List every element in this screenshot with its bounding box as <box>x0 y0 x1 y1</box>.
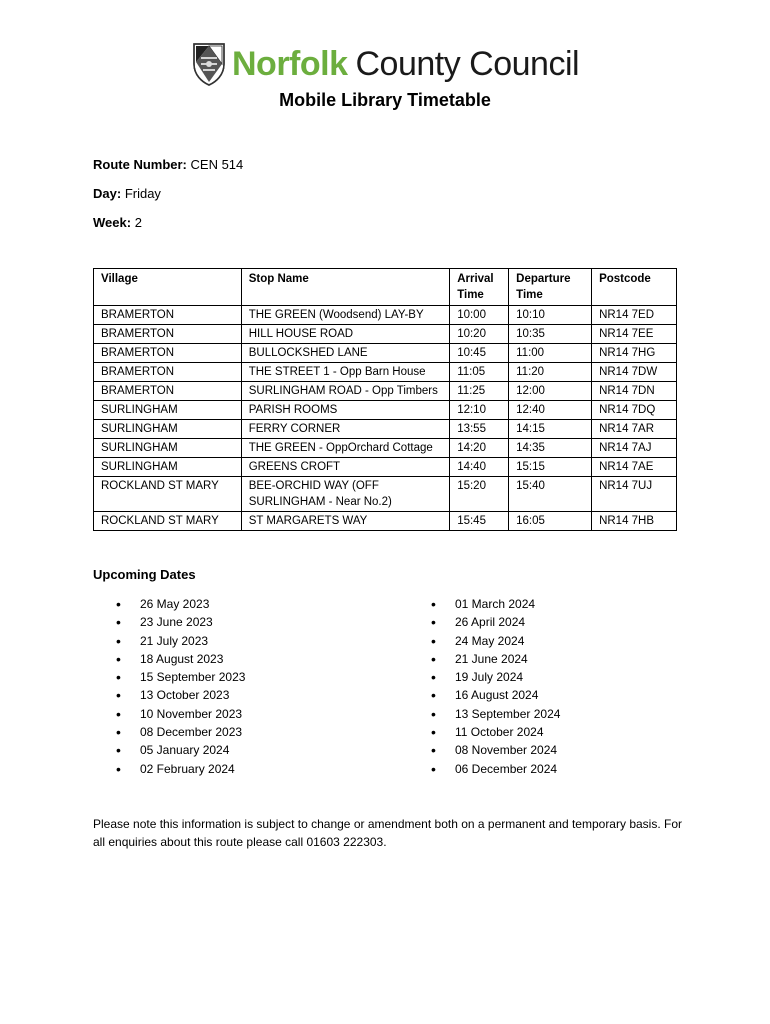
cell-postcode: NR14 7UJ <box>592 477 677 512</box>
route-day-value: Friday <box>124 186 161 201</box>
route-number <box>93 157 243 172</box>
header-postcode: Postcode <box>592 269 677 306</box>
cell-stop-name: THE GREEN - OppOrchard Cottage <box>241 439 449 458</box>
cell-departure-time: 14:15 <box>509 420 592 439</box>
date-list-item: • 11 October 2024 <box>431 723 560 741</box>
page-title: Mobile Library Timetable <box>279 90 491 110</box>
date-list-item: • 13 September 2024 <box>431 705 560 723</box>
cell-village: SURLINGHAM <box>94 420 242 439</box>
cell-departure-time: 11:20 <box>509 363 592 382</box>
cell-postcode: NR14 7DW <box>592 363 677 382</box>
cell-stop-name: THE STREET 1 - Opp Barn House <box>241 363 449 382</box>
table-row <box>94 401 677 420</box>
cell-postcode: NR14 7AE <box>592 458 677 477</box>
disclaimer-note: Please note this information is subject to change or amendment both on a permanent and temporary basis. For all enquiries about this route please call 01603 222303. <box>93 817 682 849</box>
cell-stop-name: THE GREEN (Woodsend) LAY-BY <box>241 306 449 325</box>
date-list-item: • 26 April 2024 <box>431 613 560 631</box>
date-list-item: • 01 March 2024 <box>431 595 560 613</box>
header-village: Village <box>94 269 242 306</box>
date-list-item: • 15 September 2023 <box>116 668 245 686</box>
cell-arrival-time: 10:00 <box>450 306 509 325</box>
cell-village: ROCKLAND ST MARY <box>94 512 242 531</box>
table-row <box>94 325 677 344</box>
header-stop-name: Stop Name <box>241 269 449 306</box>
table-row <box>94 458 677 477</box>
upcoming-dates-left-list <box>116 595 245 778</box>
date-list-item: • 05 January 2024 <box>116 741 245 759</box>
cell-departure-time: 12:40 <box>509 401 592 420</box>
date-list-item: • 10 November 2023 <box>116 705 245 723</box>
date-list-item: • 06 December 2024 <box>431 760 560 778</box>
table-row <box>94 512 677 531</box>
table-row <box>94 344 677 363</box>
table-row <box>94 420 677 439</box>
cell-postcode: NR14 7DN <box>592 382 677 401</box>
cell-departure-time: 11:00 <box>509 344 592 363</box>
cell-postcode: NR14 7ED <box>592 306 677 325</box>
council-crest-icon <box>192 42 226 86</box>
table-body <box>94 306 677 531</box>
cell-village: ROCKLAND ST MARY <box>94 477 242 512</box>
cell-village: BRAMERTON <box>94 363 242 382</box>
cell-arrival-time: 13:55 <box>450 420 509 439</box>
council-name <box>232 42 579 86</box>
route-day <box>93 186 161 201</box>
table-row <box>94 363 677 382</box>
date-list-item: • 13 October 2023 <box>116 686 245 704</box>
cell-village: BRAMERTON <box>94 306 242 325</box>
cell-arrival-time: 15:20 <box>450 477 509 512</box>
header-arrival-time: Arrival Time <box>450 269 509 306</box>
route-day-label: Day: <box>93 186 122 201</box>
header-departure-time: Departure Time <box>509 269 592 306</box>
cell-departure-time: 12:00 <box>509 382 592 401</box>
cell-arrival-time: 10:20 <box>450 325 509 344</box>
route-week <box>93 215 142 230</box>
date-list-item: • 16 August 2024 <box>431 686 560 704</box>
cell-departure-time: 16:05 <box>509 512 592 531</box>
timetable-table <box>93 268 677 531</box>
council-name-rest: County Council <box>355 45 580 83</box>
cell-stop-name: HILL HOUSE ROAD <box>241 325 449 344</box>
cell-postcode: NR14 7AJ <box>592 439 677 458</box>
cell-stop-name: BULLOCKSHED LANE <box>241 344 449 363</box>
council-logo <box>192 40 579 88</box>
cell-arrival-time: 15:45 <box>450 512 509 531</box>
table-header-row <box>94 269 677 306</box>
date-list-item: • 24 May 2024 <box>431 632 560 650</box>
cell-postcode: NR14 7EE <box>592 325 677 344</box>
cell-stop-name: PARISH ROOMS <box>241 401 449 420</box>
cell-village: BRAMERTON <box>94 382 242 401</box>
date-list-item: • 18 August 2023 <box>116 650 245 668</box>
cell-village: SURLINGHAM <box>94 439 242 458</box>
date-list-item: • 02 February 2024 <box>116 760 245 778</box>
date-list-item: • 26 May 2023 <box>116 595 245 613</box>
upcoming-dates-title: Upcoming Dates <box>93 567 196 582</box>
cell-departure-time: 15:40 <box>509 477 592 512</box>
cell-village: SURLINGHAM <box>94 401 242 420</box>
date-list-item: • 21 June 2024 <box>431 650 560 668</box>
date-list-item: • 08 November 2024 <box>431 741 560 759</box>
cell-stop-name: ST MARGARETS WAY <box>241 512 449 531</box>
cell-departure-time: 15:15 <box>509 458 592 477</box>
council-name-bold: Norfolk <box>232 45 348 83</box>
date-list-item: • 21 July 2023 <box>116 632 245 650</box>
route-week-value: 2 <box>134 215 142 230</box>
date-list-item: • 08 December 2023 <box>116 723 245 741</box>
table-row <box>94 439 677 458</box>
cell-departure-time: 14:35 <box>509 439 592 458</box>
cell-stop-name: SURLINGHAM ROAD - Opp Timbers <box>241 382 449 401</box>
cell-postcode: NR14 7AR <box>592 420 677 439</box>
cell-arrival-time: 10:45 <box>450 344 509 363</box>
cell-arrival-time: 12:10 <box>450 401 509 420</box>
table-row <box>94 382 677 401</box>
route-number-label: Route Number: <box>93 157 187 172</box>
cell-arrival-time: 11:05 <box>450 363 509 382</box>
table-row <box>94 306 677 325</box>
cell-arrival-time: 14:40 <box>450 458 509 477</box>
cell-village: BRAMERTON <box>94 344 242 363</box>
cell-postcode: NR14 7HG <box>592 344 677 363</box>
table-row <box>94 477 677 512</box>
upcoming-dates-right-list <box>431 595 560 778</box>
route-week-label: Week: <box>93 215 132 230</box>
date-list-item: • 23 June 2023 <box>116 613 245 631</box>
cell-departure-time: 10:10 <box>509 306 592 325</box>
cell-postcode: NR14 7DQ <box>592 401 677 420</box>
cell-postcode: NR14 7HB <box>592 512 677 531</box>
cell-village: BRAMERTON <box>94 325 242 344</box>
route-number-value: CEN 514 <box>190 157 244 172</box>
cell-departure-time: 10:35 <box>509 325 592 344</box>
date-list-item: • 19 July 2024 <box>431 668 560 686</box>
cell-village: SURLINGHAM <box>94 458 242 477</box>
cell-stop-name: FERRY CORNER <box>241 420 449 439</box>
cell-arrival-time: 11:25 <box>450 382 509 401</box>
cell-stop-name: BEE-ORCHID WAY (OFF SURLINGHAM - Near No.2) <box>241 477 449 512</box>
cell-stop-name: GREENS CROFT <box>241 458 449 477</box>
cell-arrival-time: 14:20 <box>450 439 509 458</box>
